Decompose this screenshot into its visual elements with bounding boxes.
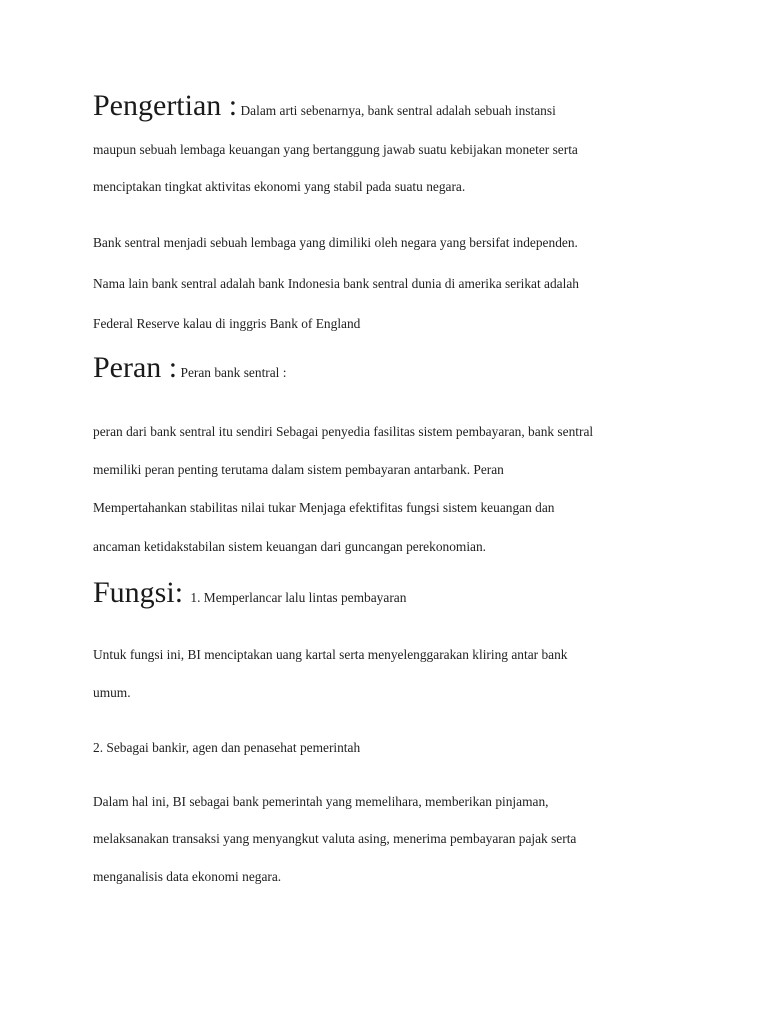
pengertian-line-3: menciptakan tingkat aktivitas ekonomi yang stabil pada suatu negara. [93, 179, 466, 194]
fungsi-p1-line-2: umum. [93, 685, 131, 700]
fungsi-p1-line-1: Untuk fungsi ini, BI menciptakan uang kartal serta menyelenggarakan kliring antar bank [93, 647, 568, 662]
peran-heading: Peran : [93, 351, 178, 384]
pengertian-line-2: maupun sebuah lembaga keuangan yang bertanggung jawab suatu kebijakan moneter serta [93, 142, 578, 157]
pengertian-heading-line [93, 89, 556, 123]
peran-line-3: Mempertahankan stabilitas nilai tukar Menjaga efektifitas fungsi sistem keuangan dan [93, 500, 555, 515]
pengertian-heading: Pengertian : [93, 89, 238, 122]
peran-line-1: peran dari bank sentral itu sendiri Sebagai penyedia fasilitas sistem pembayaran, bank sentral [93, 424, 594, 439]
fungsi-heading: Fungsi: [93, 576, 184, 609]
fungsi-p2-line-2: melaksanakan transaksi yang menyangkut valuta asing, menerima pembayaran pajak serta [93, 831, 577, 846]
peran-inline: Peran bank sentral : [180, 365, 287, 380]
peran-line-4: ancaman ketidakstabilan sistem keuangan dari guncangan perekonomian. [93, 539, 487, 554]
pengertian-line-1: Dalam arti sebenarnya, bank sentral adalah sebuah instansi [240, 103, 556, 118]
peran-line-2: memiliki peran penting terutama dalam sistem pembayaran antarbank. Peran [93, 462, 504, 477]
fungsi-heading-line [93, 576, 406, 610]
pengertian-p2-line-1: Bank sentral menjadi sebuah lembaga yang dimiliki oleh negara yang bersifat independen. [93, 235, 578, 250]
fungsi-inline: 1. Memperlancar lalu lintas pembayaran [190, 590, 407, 605]
peran-heading-line [93, 351, 286, 385]
fungsi-item-2: 2. Sebagai bankir, agen dan penasehat pemerintah [93, 740, 361, 755]
pengertian-p2-line-3: Federal Reserve kalau di inggris Bank of England [93, 316, 361, 331]
pengertian-p2-line-2: Nama lain bank sentral adalah bank Indonesia bank sentral dunia di amerika serikat adalah [93, 276, 579, 291]
fungsi-p2-line-1: Dalam hal ini, BI sebagai bank pemerintah yang memelihara, memberikan pinjaman, [93, 794, 549, 809]
fungsi-p2-line-3: menganalisis data ekonomi negara. [93, 869, 282, 884]
